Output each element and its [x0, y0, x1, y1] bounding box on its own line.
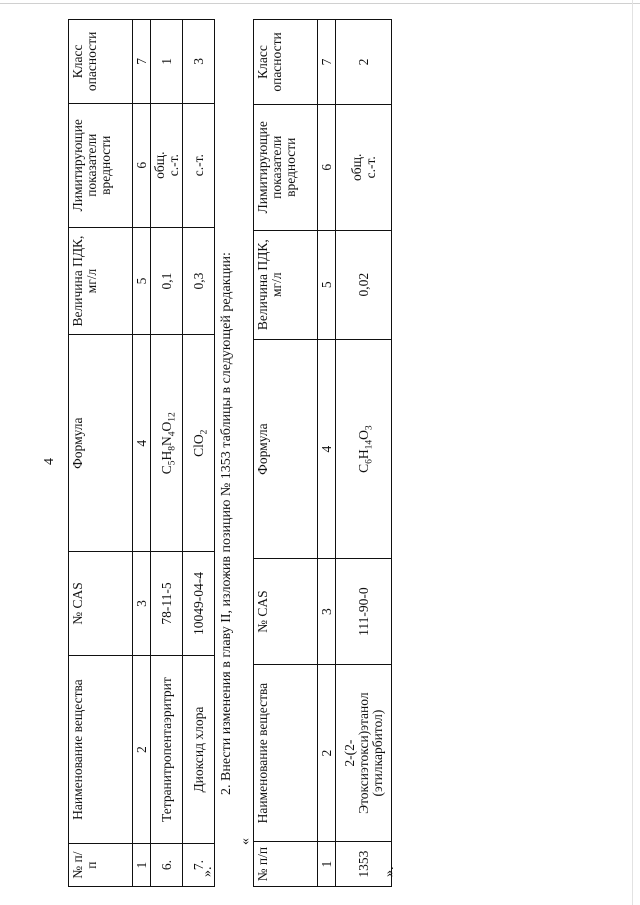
header-cell: № CAS: [69, 552, 133, 656]
mpc-value: 0,1: [151, 227, 183, 335]
opening-quote: «: [238, 838, 253, 845]
header-cell: Наименование вещества: [69, 656, 133, 844]
row-number: 6.: [151, 844, 183, 887]
header-cell: Лимитирующие показатели вредности: [254, 104, 318, 230]
column-number: 4: [318, 339, 336, 559]
table-position-1353: [253, 19, 392, 887]
closing-quote: ».: [382, 866, 397, 877]
header-cell: Лимитирующие показатели вредности: [69, 103, 133, 227]
header-cell: Формула: [254, 339, 318, 559]
column-number: 2: [133, 656, 151, 844]
header-cell: Класс опасности: [69, 20, 133, 104]
substance-name: 2-(2- Этоксиэтокси)этанол (этилкарбитол): [336, 664, 392, 841]
column-number: 4: [133, 335, 151, 552]
closing-quote: ».: [200, 866, 215, 877]
table-header-row: [254, 20, 318, 887]
header-cell: № п/п: [69, 844, 133, 887]
row-number: 1353: [336, 842, 392, 887]
header-cell: Величина ПДК, мг/л: [254, 230, 318, 339]
amendment-paragraph: 2. Внести изменения в главу II, изложив позицию № 1353 таблицы в следующей редакции:: [219, 252, 234, 795]
hazard-class: 2: [336, 20, 392, 105]
column-number: 7: [133, 20, 151, 104]
column-number: 1: [133, 844, 151, 887]
table-row: [151, 20, 183, 887]
hazard-class: 3: [183, 20, 215, 104]
table-row: [183, 20, 215, 887]
column-number-row: [318, 20, 336, 887]
header-cell: Формула: [69, 335, 133, 552]
column-number: 6: [318, 104, 336, 230]
hazard-class: 1: [151, 20, 183, 104]
row-number: 7.: [183, 844, 215, 887]
column-number: 6: [133, 103, 151, 227]
limiting-indicator: общ. с.-т.: [336, 104, 392, 230]
column-number: 1: [318, 842, 336, 887]
table-mpc-substances: [68, 19, 215, 887]
limiting-indicator: общ. с.-т.: [151, 103, 183, 227]
substance-name: Диоксид хлора: [183, 656, 215, 844]
column-number: 5: [133, 227, 151, 335]
column-number: 3: [133, 552, 151, 656]
column-number: 7: [318, 20, 336, 105]
header-cell: Класс опасности: [254, 20, 318, 105]
header-cell: № CAS: [254, 559, 318, 664]
substance-name: Тетранитропентаэритрит: [151, 656, 183, 844]
table-row: [336, 20, 392, 887]
mpc-value: 0,3: [183, 227, 215, 335]
header-cell: Величина ПДК, мг/л: [69, 227, 133, 335]
cas-number: 78-11-5: [151, 552, 183, 656]
cas-number: 111-90-0: [336, 559, 392, 664]
chemical-formula: $C_6H_{14}O_3$: [336, 339, 392, 559]
cas-number: 10049-04-4: [183, 552, 215, 656]
column-number: 2: [318, 664, 336, 841]
page-number: 4: [42, 458, 57, 465]
mpc-value: 0,02: [336, 230, 392, 339]
chemical-formula: ClO$_2$: [183, 335, 215, 552]
header-cell: № п/п: [254, 842, 318, 887]
table-header-row: [69, 20, 133, 887]
column-number-row: [133, 20, 151, 887]
column-number: 3: [318, 559, 336, 664]
column-number: 5: [318, 230, 336, 339]
chemical-formula: $C_5H_8N_4O_{12}$: [151, 335, 183, 552]
limiting-indicator: с.-т.: [183, 103, 215, 227]
header-cell: Наименование вещества: [254, 664, 318, 841]
